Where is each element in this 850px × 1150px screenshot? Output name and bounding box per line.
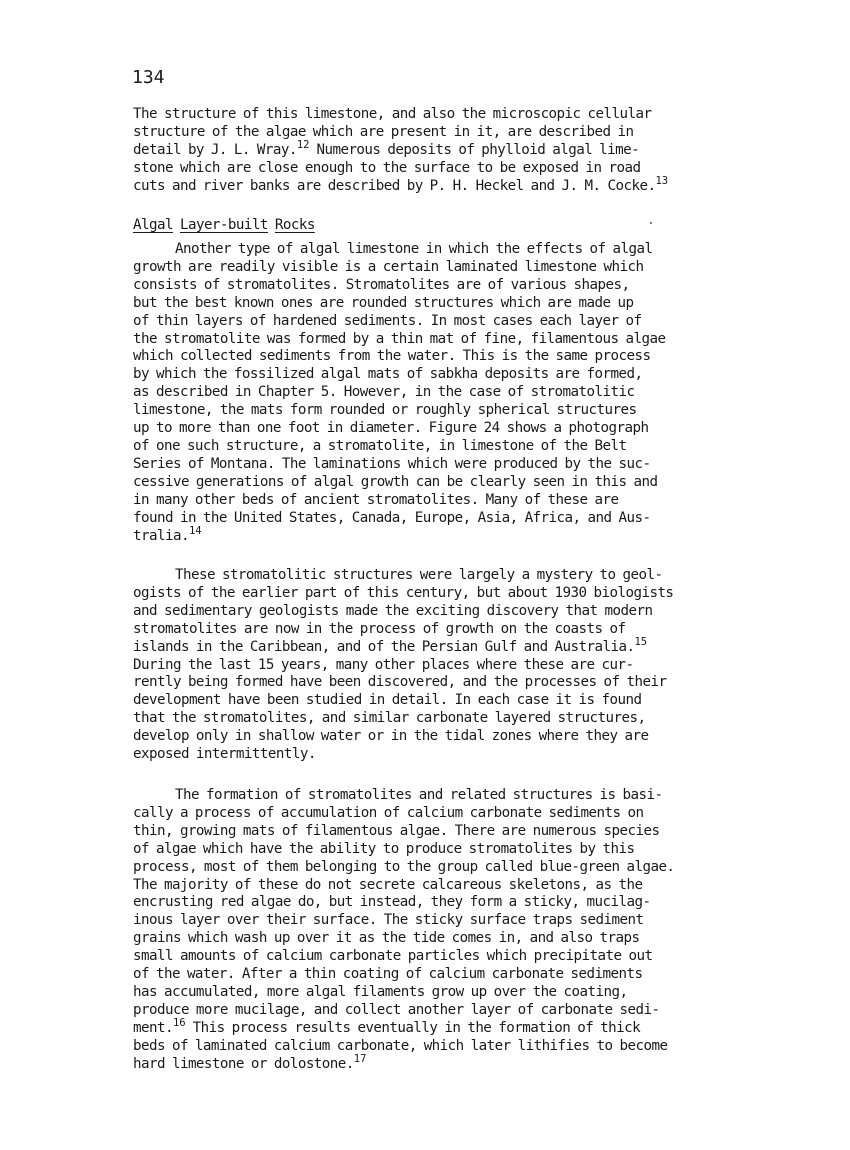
line-text: but the best known ones are rounded structures which are made up — [133, 294, 634, 311]
text-line — [133, 138, 733, 160]
text-line — [133, 966, 733, 984]
line-text: of thin layers of hardened sediments. In most cases each layer of — [133, 312, 642, 329]
text-line — [133, 510, 733, 528]
text-line — [133, 456, 733, 474]
heading-word-1: Algal — [133, 217, 173, 233]
text-line — [133, 841, 733, 859]
text-line — [133, 710, 733, 728]
text-line — [133, 331, 733, 349]
line-text: by which the fossilized algal mats of sabkha deposits are formed, — [133, 366, 643, 383]
line-text: thin, growing mats of filamentous algae. There are numerous species — [133, 822, 660, 839]
line-text: Series of Montana. The laminations which were produced by the suc- — [133, 455, 651, 472]
line-text: grains which wash up over it as the tide comes in, and also traps — [133, 930, 640, 947]
line-text: beds of laminated calcium carbonate, which later lithifies to become — [133, 1037, 668, 1054]
text-line — [133, 912, 733, 930]
text-line — [133, 277, 733, 295]
text-line — [133, 728, 733, 746]
text-line — [133, 348, 733, 366]
text-line — [133, 366, 733, 384]
text-line — [133, 384, 733, 402]
line-text: These stromatolitic structures were largely a mystery to geol- — [175, 567, 663, 583]
line-text: growth are readily visible is a certain laminated limestone which — [133, 258, 644, 275]
text-line — [133, 124, 733, 142]
paragraph-4 — [133, 787, 733, 1074]
line-text: inous layer over their surface. The sticky surface traps sediment — [133, 912, 644, 929]
text-line — [133, 295, 733, 313]
line-text: has accumulated, more algal filaments grow up over the coating, — [133, 983, 628, 1000]
line-text: cuts and river banks are described by P. H. Heckel and J. M. Cocke. — [133, 177, 656, 194]
line-text: the stromatolite was formed by a thin mat of fine, filamentous algae — [133, 330, 666, 347]
line-text: ogists of the earlier part of this century, but about 1930 biologists — [133, 584, 674, 601]
line-text: cally a process of accumulation of calcium carbonate sediments on — [133, 804, 644, 821]
text-line — [133, 241, 733, 259]
text-line — [133, 823, 733, 841]
text-line — [133, 787, 733, 805]
line-text: During the last 15 years, many other places where these are cur- — [133, 656, 634, 673]
line-text: The formation of stromatolites and related structures is basi- — [175, 787, 663, 803]
text-line — [133, 859, 733, 877]
text-line — [133, 402, 733, 420]
line-text: cessive generations of algal growth can be clearly seen in this and — [133, 473, 658, 490]
line-text: develop only in shallow water or in the tidal zones where they are — [133, 728, 649, 745]
text-line — [133, 1052, 733, 1074]
line-text: rently being formed have been discovered, and the processes of their — [133, 674, 667, 691]
line-text-continued: This process results eventually in the formation of thick — [185, 1019, 641, 1036]
line-text: up to more than one foot in diameter. Figure 24 shows a photograph — [133, 420, 649, 437]
page-number: 134 — [132, 67, 165, 88]
line-text: encrusting red algae do, but instead, they form a sticky, mucilag- — [133, 894, 651, 911]
text-line — [133, 1002, 733, 1020]
line-text: in many other beds of ancient stromatolites. Many of these are — [133, 491, 619, 508]
stray-mark — [650, 222, 652, 224]
text-line — [133, 160, 733, 178]
text-line — [133, 657, 733, 675]
line-text: as described in Chapter 5. However, in the case of stromatolitic — [133, 384, 635, 401]
line-text: of algae which have the ability to produce stromatolites by this — [133, 840, 635, 857]
text-line — [133, 930, 733, 948]
line-text: small amounts of calcium carbonate particles which precipitate out — [133, 948, 653, 965]
line-text: hard limestone or dolostone. — [133, 1055, 354, 1072]
footnote-marker: 15 — [634, 635, 648, 648]
line-text: limestone, the mats form rounded or roughly spherical structures — [133, 402, 637, 419]
text-line — [133, 635, 733, 657]
line-text: islands in the Caribbean, and of the Persian Gulf and Australia. — [133, 638, 635, 655]
heading-word-2: Layer-built — [179, 217, 268, 233]
line-text: development have been studied in detail. In each case it is found — [133, 692, 642, 709]
line-text: exposed intermittently. — [133, 746, 316, 763]
line-text: found in the United States, Canada, Europe, Asia, Africa, and Aus- — [133, 509, 651, 526]
line-text: and sedimentary geologists made the exciting discovery that modern — [133, 602, 653, 619]
text-line — [133, 567, 733, 585]
line-text: of the water. After a thin coating of calcium carbonate sediments — [133, 966, 643, 983]
paragraph-3 — [133, 567, 733, 764]
text-line — [133, 492, 733, 510]
footnote-marker: 13 — [655, 174, 669, 187]
footnote-marker: 14 — [188, 524, 202, 537]
text-line — [133, 948, 733, 966]
paragraph-1 — [133, 106, 733, 196]
line-text-continued: Numerous deposits of phylloid algal lime- — [309, 141, 640, 158]
line-text: The structure of this limestone, and also the microscopic cellular — [133, 106, 652, 122]
text-line — [133, 259, 733, 277]
text-line — [133, 524, 733, 546]
text-line — [133, 420, 733, 438]
text-line — [133, 1016, 733, 1038]
line-text: The majority of these do not secrete calcareous skeletons, as the — [133, 876, 643, 893]
text-line — [133, 174, 733, 196]
text-line — [133, 603, 733, 621]
text-line — [133, 746, 733, 764]
footnote-marker: 12 — [296, 138, 310, 151]
line-text: ment. — [133, 1019, 173, 1036]
line-text: stromatolites are now in the process of growth on the coasts of — [133, 620, 626, 637]
line-text: of one such structure, a stromatolite, in limestone of the Belt — [133, 437, 627, 454]
text-line — [133, 438, 733, 456]
text-line — [133, 894, 733, 912]
line-text: stone which are close enough to the surface to be exposed in road — [133, 159, 641, 176]
text-line — [133, 877, 733, 895]
text-line — [133, 674, 733, 692]
text-line — [133, 106, 733, 124]
line-text: process, most of them belonging to the group called blue-green algae. — [133, 858, 675, 875]
line-text: detail by J. L. Wray. — [133, 141, 297, 158]
line-text: Another type of algal limestone in which the effects of algal — [175, 241, 653, 257]
line-text: structure of the algae which are present in it, are described in — [133, 123, 634, 140]
text-line — [133, 984, 733, 1002]
line-text: tralia. — [133, 527, 189, 544]
line-text: which collected sediments from the water. This is the same process — [133, 348, 651, 365]
text-line — [133, 1038, 733, 1056]
line-text: that the stromatolites, and similar carbonate layered structures, — [133, 710, 646, 727]
footnote-marker: 17 — [353, 1052, 367, 1065]
line-text: consists of stromatolites. Stromatolites are of various shapes, — [133, 276, 630, 293]
text-line — [133, 585, 733, 603]
section-heading — [133, 216, 315, 234]
text-line — [133, 313, 733, 331]
paragraph-2 — [133, 241, 733, 545]
heading-word-3: Rocks — [274, 217, 315, 233]
text-line — [133, 474, 733, 492]
line-text: produce more mucilage, and collect another layer of carbonate sedi- — [133, 1001, 660, 1018]
footnote-marker: 16 — [172, 1016, 186, 1029]
text-line — [133, 692, 733, 710]
text-line — [133, 805, 733, 823]
